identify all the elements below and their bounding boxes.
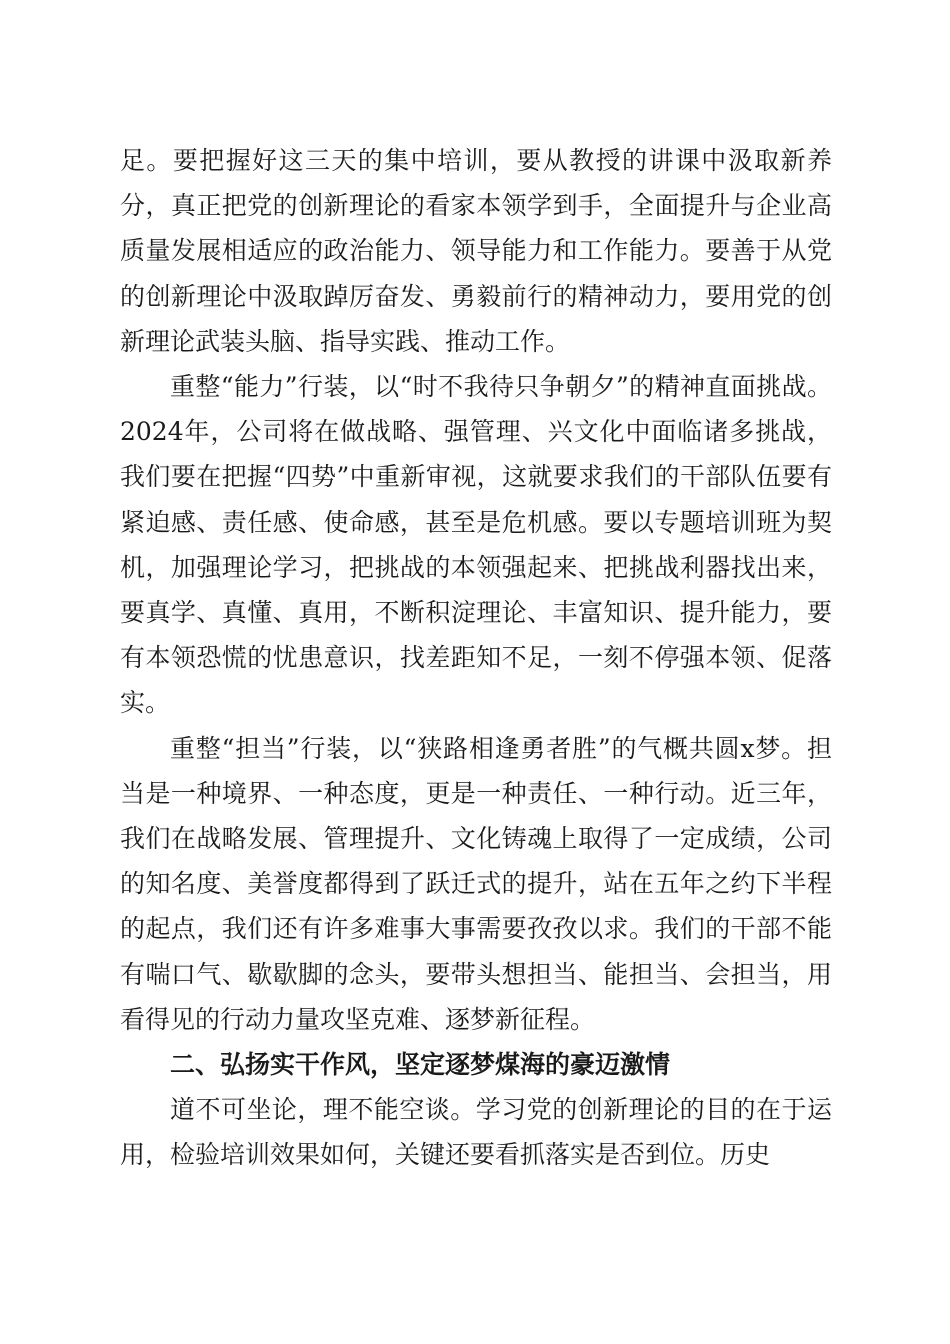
paragraph-final: 道不可坐论，理不能空谈。学习党的创新理论的目的在于运用，检验培训效果如何，关键还要看抓落实是否到位。历史 — [120, 1095, 832, 1170]
paragraph-continuation: 足。要把握好这三天的集中培训，要从教授的讲课中汲取新养分，真正把党的创新理论的看家本领学到手，全面提升与企业高质量发展相适应的政治能力、领导能力和工作能力。要善于从党的创新理论中汲取踔厉奋发、勇毅前行的精神动力，要用党的创新理论武装头脑、指导实践、推动工作。 — [120, 146, 832, 356]
section-heading: 二、弘扬实干作风，坚定逐梦煤海的豪迈激情 — [170, 1050, 671, 1080]
paragraph-responsibility: 重整“担当”行装，以“狭路相逢勇者胜”的气概共圆x梦。担当是一种境界、一种态度，更是一种责任、一种行动。近三年，我们在战略发展、管理提升、文化铸魂上取得了一定成绩，公司的知名度、美誉度都得到了跃迁式的提升，站在五年之约下半程的起点，我们还有许多难事大事需要孜孜以求。我们的干部不能有喘口气、歇歇脚的念头，要带头想担当、能担当、会担当，用看得见的行动力量攻坚克难、逐梦新征程。 — [120, 733, 832, 1034]
document-body — [120, 138, 832, 1178]
paragraph-ability: 重整“能力”行装，以“时不我待只争朝夕”的精神直面挑战。2024年，公司将在做战略、强管理、兴文化中面临诸多挑战，我们要在把握“四势”中重新审视，这就要求我们的干部队伍要有紧迫感、责任感、使命感，甚至是危机感。要以专题培训班为契机，加强理论学习，把挑战的本领强起来、把挑战利器找出来，要真学、真懂、真用，不断积淀理论、丰富知识、提升能力，要有本领恐慌的忧患意识，找差距知不足，一刻不停强本领、促落实。 — [120, 372, 832, 718]
